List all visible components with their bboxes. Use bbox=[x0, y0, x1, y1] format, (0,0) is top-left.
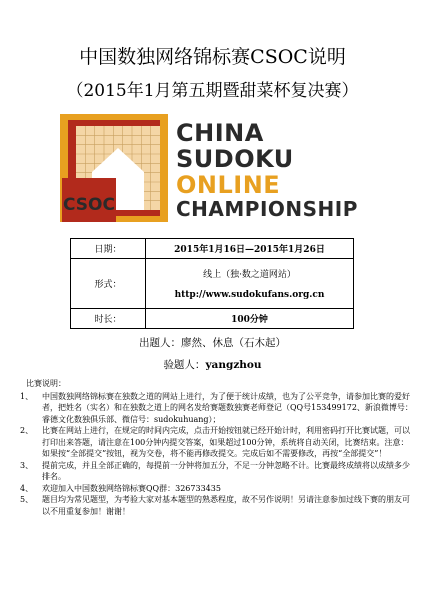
duration-label: 时长： bbox=[71, 309, 146, 329]
form-value bbox=[146, 259, 354, 309]
date-value bbox=[146, 239, 354, 259]
list-item-number: 2、 bbox=[20, 426, 34, 435]
verifier-name: yangzhou bbox=[205, 359, 262, 371]
form-url-text: http://www.sudokufans.org.cn bbox=[174, 290, 325, 300]
rules-heading: 比赛说明： bbox=[26, 379, 66, 388]
logo-line-championship: CHAMPIONSHIP bbox=[176, 197, 358, 221]
list-item-number: 4、 bbox=[20, 483, 34, 493]
list-item-number: 1、 bbox=[20, 391, 34, 401]
logo-line-sudoku: SUDOKU bbox=[176, 145, 294, 173]
logo-line-online: ONLINE bbox=[176, 171, 281, 199]
list-item-number: 3、 bbox=[20, 460, 34, 470]
list-item-text: 题目均为常见题型，为考验大家对基本题型的熟悉程度，故不另作说明！另请注意参加过线下赛的朋友可以不用重复参加！谢谢！ bbox=[42, 495, 410, 516]
list-item bbox=[20, 391, 415, 426]
list-item-text: 比赛在网站上进行，在规定的时间内完成，点击开始按钮就已经开始计时，利用密码打开比赛试题，可以打印出来答题，请注意在100分钟内提交答案，如果超过100分钟，系统将自动关闭，比赛结束。注意：如果按“全部提交”按钮，视为交卷，将不能再修改提交。完成后如不需要修改，再按“全部提交”！ bbox=[42, 426, 410, 458]
duration-value bbox=[146, 309, 354, 329]
form-value-text: 线上（独·数之道网站） bbox=[203, 270, 296, 280]
logo-badge-text: CSOC bbox=[63, 195, 115, 215]
date-value-text: 2015年1月16日—2015年1月26日 bbox=[174, 245, 325, 255]
table-row bbox=[71, 259, 354, 309]
page-title: 中国数独网络锦标赛CSOC说明 bbox=[79, 46, 346, 68]
list-item bbox=[20, 483, 415, 495]
info-table bbox=[70, 238, 354, 329]
form-label: 形式： bbox=[71, 259, 146, 309]
setters-line: 出题人：廖然、休息（石木起） bbox=[139, 337, 286, 349]
list-item-number: 5、 bbox=[20, 495, 34, 504]
list-item-text: 欢迎加入中国数独网络锦标赛QQ群：326733435 bbox=[42, 483, 221, 493]
list-item bbox=[20, 425, 415, 460]
table-row bbox=[71, 309, 354, 329]
duration-value-text: 100分钟 bbox=[231, 315, 268, 325]
list-item-text: 中国数独网络锦标赛在独数之道的网站上进行，为了便于统计成绩，也为了公平竞争，请参加比赛的爱好者，把姓名（实名）和在独数之道上的网名发给赛题数独赛老师登记（QQ号153499172、新浪微博号：睿德文化数独俱乐部、微信号：sudokuhuang）； bbox=[42, 391, 413, 424]
list-item-text: 提前完成，并且全部正确的，每提前一分钟将加五分，不足一分钟忽略不计。比赛最终成绩将以成绩多少排名。 bbox=[42, 460, 410, 481]
table-row bbox=[71, 239, 354, 259]
list-item bbox=[20, 494, 415, 517]
date-label: 日期： bbox=[71, 239, 146, 259]
logo-line-china: CHINA bbox=[176, 119, 264, 147]
rules-section bbox=[20, 378, 415, 517]
form-url bbox=[148, 290, 351, 300]
list-item bbox=[20, 460, 415, 483]
verifier-label: 验题人： bbox=[163, 359, 206, 371]
page-subtitle: （2015年1月第五期暨甜菜杯复决赛） bbox=[66, 81, 359, 101]
verifier-line bbox=[0, 358, 425, 372]
